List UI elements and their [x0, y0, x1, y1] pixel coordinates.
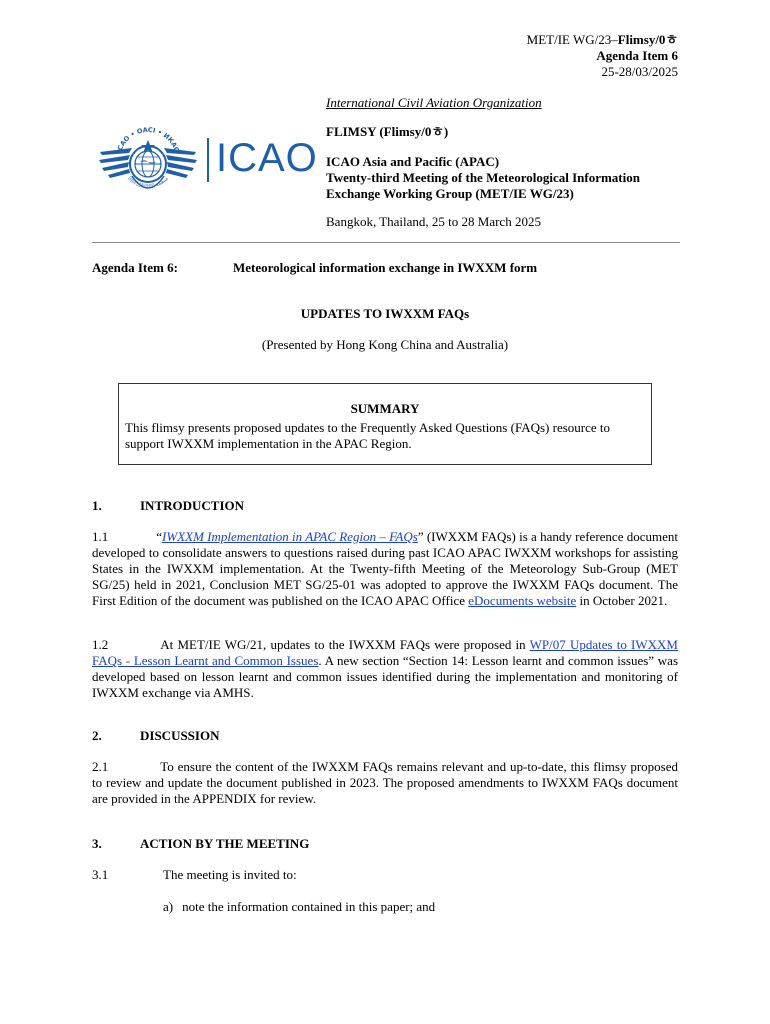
- organization-name: International Civil Aviation Organization: [326, 95, 542, 110]
- paragraph-1-2: 1.2 At MET/IE WG/21, updates to the IWXXM FAQs were proposed in WP/07 Updates to IWXXM FAQs - Lesson Learnt and Common Issues. A new section “Section 14: Lesson learnt and common issues” was developed based on lesson learnt and common issues identified during the implementation and monitoring of IWXXM exchange via AMHS.: [92, 637, 678, 700]
- paragraph-3-1-text: The meeting is invited to:: [163, 867, 297, 882]
- svg-text:ICAO • OACI • ИКАО: ICAO • OACI • ИКАО: [115, 125, 181, 154]
- flimsy-number-glyph: ㅎ: [665, 32, 678, 47]
- iwxxm-faqs-link[interactable]: IWXXM Implementation in APAC Region – FAQs: [162, 529, 418, 544]
- paragraph-1-1: 1.1 “IWXXM Implementation in APAC Region – FAQs” (IWXXM FAQs) is a handy reference document developed to consolidate answers to questions raised during past ICAO APAC IWXXM workshops for assisting States in the IWXXM implementation. At the Twenty-fifth Meeting of the Meteorology Sub-Group (MET SG/25) held in 2021, Conclusion MET SG/25-01 was adopted to approve the IWXXM FAQs document. The First Edition of the document was published on the ICAO APAC Office eDocuments website in October 2021.: [92, 529, 678, 608]
- header-agenda-item: Agenda Item 6: [596, 48, 678, 63]
- edocuments-website-link[interactable]: eDocuments website: [468, 593, 577, 608]
- section-1-title: INTRODUCTION: [140, 498, 245, 513]
- presented-by: (Presented by Hong Kong China and Australia): [261, 337, 509, 352]
- icao-wordmark: ICAO: [216, 136, 318, 180]
- flimsy-title: FLIMSY (Flimsy/0ㅎ): [326, 124, 449, 139]
- svg-text:国际民航组织 منظمة: 国际民航组织 منظمة: [126, 175, 170, 190]
- meeting-location: Bangkok, Thailand, 25 to 28 March 2025: [326, 214, 541, 229]
- header-dates: 25-28/03/2025: [601, 64, 678, 79]
- summary-text: This flimsy presents proposed updates to the Frequently Asked Questions (FAQs) resource to support IWXXM implementation in the APAC Region.: [125, 420, 611, 451]
- wp07-link[interactable]: WP/07 Updates to IWXXM FAQs - Lesson Learnt and Common Issues: [92, 637, 678, 668]
- summary-box: [118, 383, 652, 465]
- agenda-label: Agenda Item 6:: [92, 260, 178, 275]
- agenda-title: Meteorological information exchange in IWXXM form: [233, 260, 538, 275]
- summary-heading: SUMMARY: [350, 401, 420, 416]
- section-3-title: ACTION BY THE MEETING: [140, 836, 310, 851]
- document-reference-block: [527, 32, 678, 80]
- document-reference: MET/IE WG/23–Flimsy/0ㅎ: [526, 32, 678, 47]
- section-1-number: 1.: [92, 498, 102, 513]
- section-2-title: DISCUSSION: [140, 728, 220, 743]
- header-divider: [92, 242, 680, 243]
- paragraph-2-1: 2.1 To ensure the content of the IWXXM FAQs remains relevant and up-to-date, this flimsy proposed to review and update the document published in 2023. The proposed amendments to IWXXM FAQs document are provided in the APPENDIX for review.: [92, 759, 678, 806]
- list-item-a: a) note the information contained in this paper; and: [163, 899, 436, 914]
- meeting-title: ICAO Asia and Pacific (APAC) Twenty-third Meeting of the Meteorological Information Exchange Working Group (MET/IE WG/23): [326, 154, 640, 201]
- icao-logo: [96, 118, 318, 198]
- section-3-number: 3.: [92, 836, 102, 851]
- paragraph-3-1-number: 3.1: [92, 867, 109, 882]
- paper-title: UPDATES TO IWXXM FAQs: [300, 306, 470, 321]
- section-2-number: 2.: [92, 728, 102, 743]
